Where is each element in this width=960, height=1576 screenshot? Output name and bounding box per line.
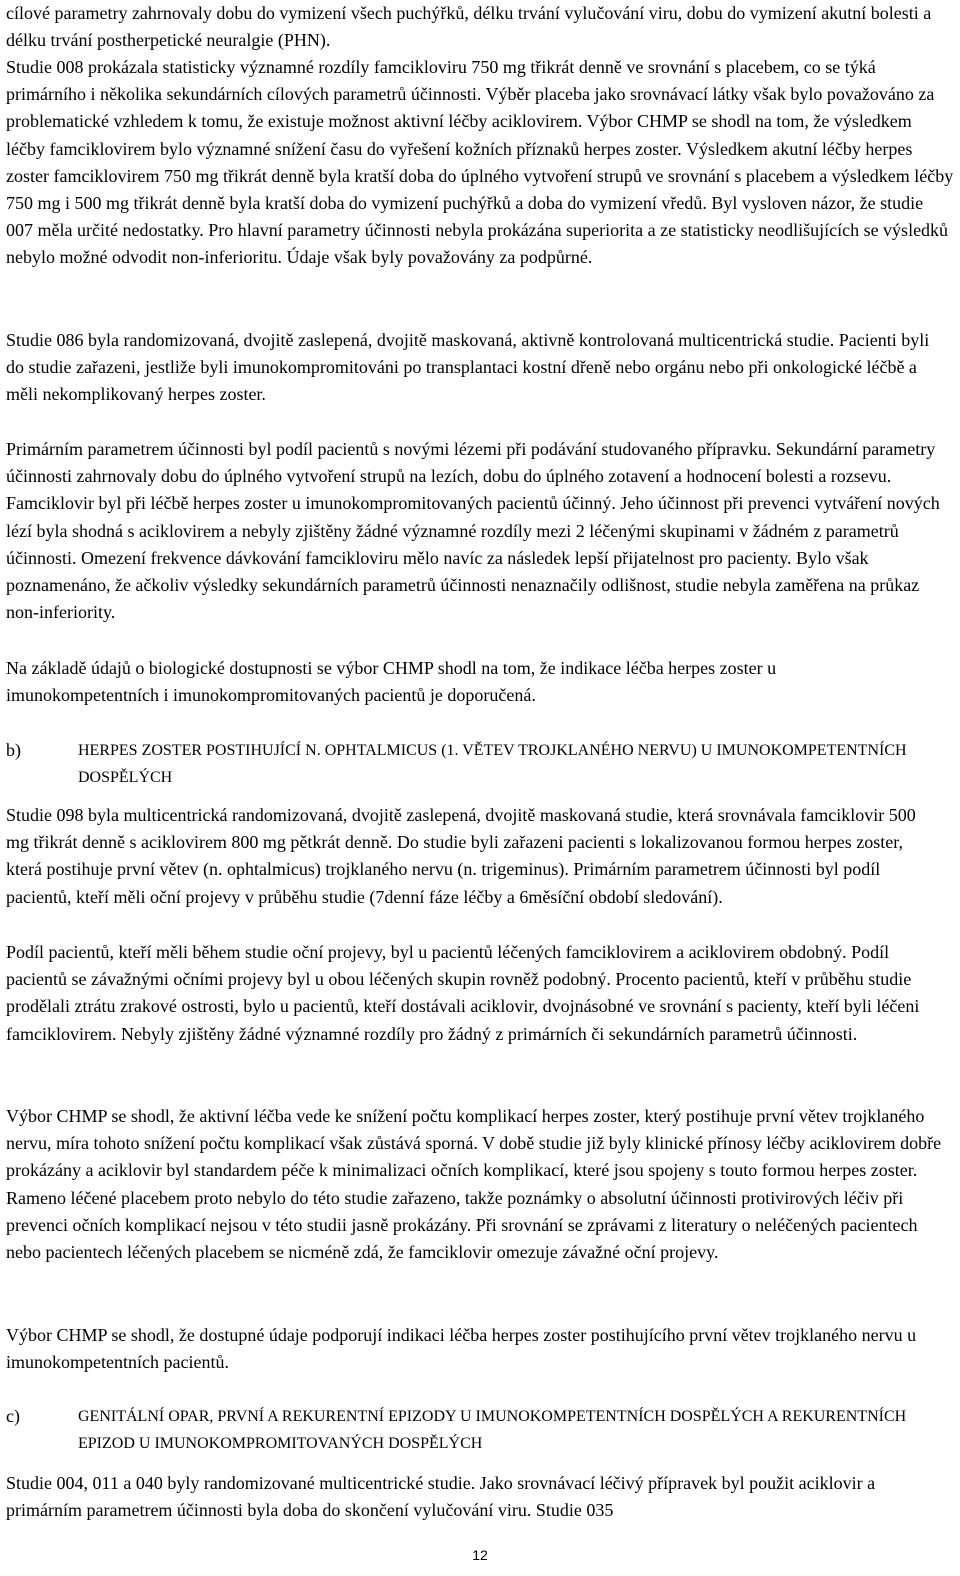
section-b-letter: b) bbox=[6, 740, 21, 760]
paragraph-chmp-indication: Výbor CHMP se shodl, že dostupné údaje podporují indikaci léčba herpes zoster postihujícího první větev trojklaného nervu u imunokompetentních pacientů. bbox=[6, 1325, 917, 1373]
paragraph-studies-004-011-040: Studie 004, 011 a 040 byly randomizované multicentrické studie. Jako srovnávací léčivý přípravek byl použit aciklovir a primárním parametrem účinnosti byla doba do skončení vylučování viru. Studie 035 bbox=[6, 1473, 876, 1521]
section-c-letter: c) bbox=[6, 1406, 20, 1426]
page-number: 12 bbox=[472, 1547, 488, 1563]
paragraph-study-098: Studie 098 byla multicentrická randomizovaná, dvojitě zaslepená, dvojitě maskovaná studie, která srovnávala famciklovir 500 mg třikrát denně s aciklovirem 800 mg pětkrát denně. Do studie byli zařazeni pacienti s lokalizovanou formou herpes zoster, která postihuje první větev (n. ophtalmicus) trojklaného nervu (n. trigeminus). Primárním parametrem účinnosti byl podíl pacientů, kteří měli oční projevy v průběhu studie (7denní fáze léčby a 6měsíční období sledování). bbox=[6, 805, 916, 907]
section-b-heading bbox=[6, 737, 954, 791]
section-c-heading bbox=[6, 1403, 954, 1457]
paragraph-study-008: Studie 008 prokázala statisticky významné rozdíly famcikloviru 750 mg třikrát denně ve srovnání s placebem, co se týká primárního i několika sekundárních cílových parametrů účinnosti. Výběr placeba jako srovnávací látky však bylo považováno za problematické vzhledem k tomu, že existuje možnost aktivní léčby aciklovirem. Výbor CHMP se shodl na tom, že výsledkem léčby famciklovirem bylo významné snížení času do vyřešení kožních příznaků herpes zoster. Výsledkem akutní léčby herpes zoster famciklovirem 750 mg třikrát denně byla kratší doba do úplného vytvoření strupů ve srovnání s placebem a výsledkem léčby 750 mg i 500 mg třikrát denně byla kratší doba do vymizení puchýřků a doba do vymizení vředů. Byl vysloven názor, že studie 007 měla určité nedostatky. Pro hlavní parametry účinnosti nebyla prokázána superiorita a ze statisticky neodlišujících se výsledků nebylo možné odvodit non-inferioritu. Údaje však byly považovány za podpůrné. bbox=[6, 57, 954, 268]
paragraph-bioavailability-conclusion: Na základě údajů o biologické dostupnosti se výbor CHMP shodl na tom, že indikace léčba herpes zoster u imunokompetentních i imunokompromitovaných pacientů je doporučená. bbox=[6, 658, 777, 706]
paragraph-primary-parameter: Primárním parametrem účinnosti byl podíl pacientů s novými lézemi při podávání studovaného přípravku. Sekundární parametry účinnosti zahrnovaly dobu do úplného vytvoření strupů na lezích, dobu do úplného zotavení a hodnocení bolesti a rozsevu. Famciklovir byl při léčbě herpes zoster u imunokompromitovaných pacientů účinný. Jeho účinnost při prevenci vytváření nových lézí byla shodná s aciklovirem a nebyly zjištěny žádné významné rozdíly mezi 2 léčenými skupinami v žádném z parametrů účinnosti. Omezení frekvence dávkování famcikloviru mělo navíc za následek lepší přijatelnost pro pacienty. Bylo však poznamenáno, že ačkoliv výsledky sekundárních parametrů účinnosti nenaznačily odlišnost, studie nebyla zaměřena na průkaz non-inferiority. bbox=[6, 439, 940, 623]
paragraph-chmp-active-treatment: Výbor CHMP se shodl, že aktivní léčba vede ke snížení počtu komplikací herpes zoster, který postihuje první větev trojklaného nervu, míra tohoto snížení počtu komplikací však zůstává sporná. V době studie již byly klinické přínosy léčby aciklovirem dobře prokázány a aciklovir byl standardem péče k minimalizaci očních komplikací, které jsou spojeny s touto formou herpes zoster. Rameno léčené placebem proto nebylo do této studie zařazeno, takže poznámky o absolutní účinnosti protivirových léčiv při prevenci očních komplikací nejsou v této studii jasně prokázány. Při srovnání se zprávami z literatury o neléčených pacientech nebo pacientech léčených placebem se nicméně zdá, že famciklovir omezuje závažné oční projevy. bbox=[6, 1106, 942, 1263]
section-b-title: HERPES ZOSTER POSTIHUJÍCÍ N. OPHTALMICUS (1. VĚTEV TROJKLANÉHO NERVU) U IMUNOKOMPETENTNÍCH DOSPĚLÝCH bbox=[78, 742, 907, 786]
paragraph-phn-intro: cílové parametry zahrnovaly dobu do vymizení všech puchýřků, délku trvání vylučování viru, dobu do vymizení akutní bolesti a délku trvání postherpetické neuralgie (PHN). bbox=[6, 3, 932, 51]
paragraph-eye-symptoms: Podíl pacientů, kteří měli během studie oční projevy, byl u pacientů léčených famciklovirem a aciklovirem obdobný. Podíl pacientů se závažnými očními projevy byl u obou léčených skupin rovněž podobný. Procento pacientů, kteří v průběhu studie prodělali ztrátu zrakové ostrosti, bylo u pacientů, kteří dostávali aciklovir, dvojnásobné ve srovnání s pacienty, kteří byli léčeni famciklovirem. Nebyly zjištěny žádné významné rozdíly pro žádný z primárních či sekundárních parametrů účinnosti. bbox=[6, 942, 920, 1044]
section-c-title: GENITÁLNÍ OPAR, PRVNÍ A REKURENTNÍ EPIZODY U IMUNOKOMPETENTNÍCH DOSPĚLÝCH A REKURENTNÍCH EPIZOD U IMUNOKOMPROMITOVANÝCH DOSPĚLÝCH bbox=[78, 1408, 907, 1452]
paragraph-study-086: Studie 086 byla randomizovaná, dvojitě zaslepená, dvojitě maskovaná, aktivně kontrolovaná multicentrická studie. Pacienti byli do studie zařazeni, jestliže byli imunokompromitováni po transplantaci kostní dřeně nebo orgánu nebo při onkologické léčbě a měli nekomplikovaný herpes zoster. bbox=[6, 330, 930, 405]
